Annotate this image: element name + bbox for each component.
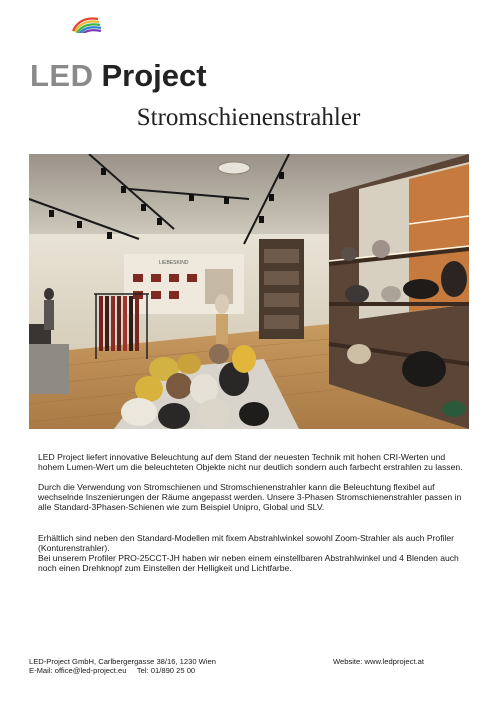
- company-logo: [30, 31, 220, 91]
- footer-address: LED-Project GmbH, Carlbergergasse 38/16, 1230 Wien: [29, 657, 216, 666]
- footer-website: Website: www.ledproject.at: [332, 657, 424, 666]
- paragraph-track-systems: Durch die Verwendung von Stromschienen und Stromschienenstrahler kann die Beleuchtung flexibel auf wechselnde Inszenierungen der Räume angepasst werden. Unsere 3-Phasen Stromschienenstrahler passen in alle Standard-3Phasen-Schienen wie zum Beispiel Unipro, Global und SLV.: [38, 482, 462, 512]
- page-footer: [29, 657, 469, 675]
- store-sign: LIEBESKIND: [159, 260, 189, 266]
- page-title: Stromschienenstrahler: [136, 104, 361, 131]
- logo-led-text: LED: [30, 58, 94, 93]
- paragraph-models: Erhältlich sind neben den Standard-Modellen mit fixem Abstrahlwinkel sowohl Zoom-Strahler als auch Profiler (Konturenstrahler).: [38, 533, 455, 553]
- paragraph-intro: LED Project liefert innovative Beleuchtung auf dem Stand der neuesten Technik mit hohen CRI-Werten und hohem Lumen-Wert um die beleuchteten Objekte nicht nur deutlich sondern auch farbecht erstrahlen zu lassen.: [38, 452, 463, 472]
- logo-rainbow-arc-icon: [70, 13, 102, 33]
- body-text: [38, 452, 470, 583]
- store-interior-photo: [29, 154, 469, 429]
- footer-contact: E-Mail: office@led-project.eu Tel: 01/890 25 00: [29, 666, 196, 675]
- paragraph-profiler: Bei unserem Profiler PRO-25CCT-JH haben wir neben einem einstellbaren Abstrahlwinkel und 4 Blenden auch noch einen Drehknopf zum Einstellen der Helligkeit und Lichtfarbe.: [38, 553, 459, 573]
- logo-project-text: Project: [101, 58, 207, 93]
